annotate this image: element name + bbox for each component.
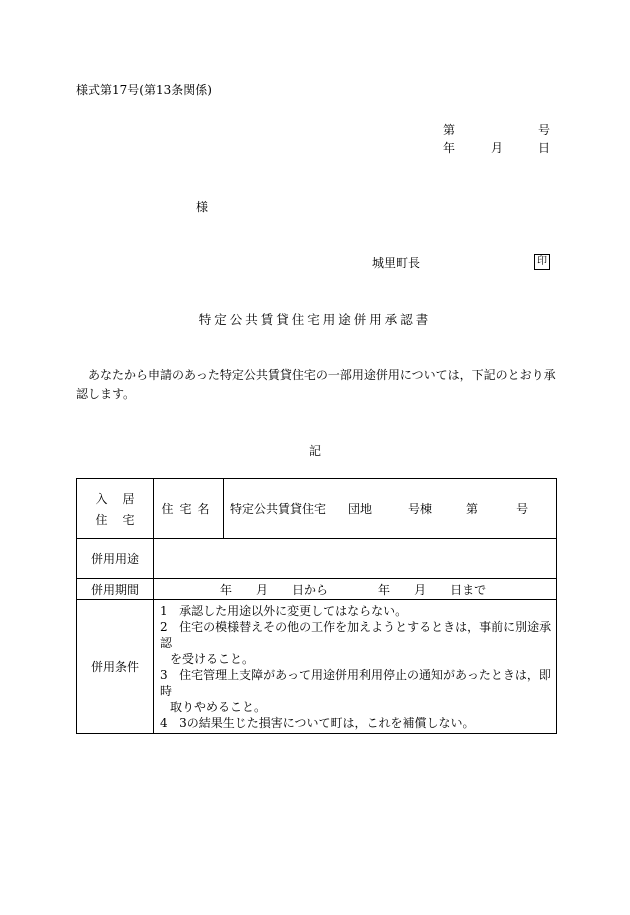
period-start-day: 日から <box>292 582 329 597</box>
conditions-cell <box>154 600 557 734</box>
condition-number: 4 <box>160 716 168 730</box>
document-number-suffix: 号 <box>538 123 551 137</box>
residence-row <box>77 479 557 539</box>
ki-heading: 記 <box>308 444 321 458</box>
condition-item <box>160 619 552 667</box>
housing-gou: 号 <box>516 502 529 516</box>
conditions-label: 併用条件 <box>77 600 154 734</box>
residence-label-char: 住 <box>95 512 108 527</box>
date-year-label: 年 <box>443 141 456 155</box>
residence-label-char: 居 <box>122 491 135 506</box>
period-end-day: 日まで <box>450 582 487 597</box>
condition-number: 2 <box>160 620 168 634</box>
housing-dai: 第 <box>466 502 479 516</box>
conditions-row <box>77 600 557 734</box>
condition-text: 住宅管理上支障があって用途併用利用停止の通知があったときは，即時 <box>160 668 551 698</box>
body-paragraph <box>76 366 556 404</box>
housing-name-label: 住宅名 <box>154 479 224 538</box>
condition-number: 1 <box>160 604 168 618</box>
period-start-month: 月 <box>256 582 269 597</box>
date-month-label: 月 <box>491 141 504 155</box>
condition-text: 3の結果生じた損害について町は，これを補償しない。 <box>179 716 475 730</box>
form-number: 様式第17号(第13条関係) <box>76 83 212 97</box>
period-label: 併用期間 <box>77 579 154 600</box>
condition-text: 承認した用途以外に変更してはならない。 <box>179 604 408 618</box>
document-title: 特定公共賃貸住宅用途併用承認書 <box>198 312 432 327</box>
residence-label-char: 入 <box>95 491 108 506</box>
date-day-label: 日 <box>538 141 551 155</box>
residence-label-char: 宅 <box>122 512 135 527</box>
period-end-year: 年 <box>378 582 391 597</box>
condition-continuation: 取りやめること。 <box>170 700 267 714</box>
housing-name-line <box>224 500 556 517</box>
condition-number: 3 <box>160 668 168 682</box>
condition-item <box>160 715 552 731</box>
use-value <box>154 539 557 579</box>
residence-label-cell <box>77 479 154 539</box>
use-label: 併用用途 <box>77 539 154 579</box>
body-line-2: 認します。 <box>76 387 136 401</box>
condition-text: 住宅の模様替えその他の工作を加えようとするときは，事前に別途承認 <box>160 620 552 650</box>
condition-continuation: を受けること。 <box>170 652 255 666</box>
addressee-honorific: 様 <box>196 200 209 214</box>
body-line-1: あなたから申請のあった特定公共賃貸住宅の一部用途併用については，下記のとおり承 <box>88 368 556 382</box>
document-number-prefix: 第 <box>443 123 456 137</box>
housing-tou: 号棟 <box>408 502 433 516</box>
condition-item <box>160 603 552 619</box>
period-value-cell <box>154 579 557 600</box>
period-row <box>77 579 557 600</box>
period-start-year: 年 <box>220 582 233 597</box>
seal-mark: 印 <box>534 254 550 270</box>
period-end-month: 月 <box>414 582 427 597</box>
approval-detail-table <box>76 478 557 734</box>
conditions-list <box>154 600 556 733</box>
condition-item <box>160 667 552 715</box>
use-row <box>77 539 557 579</box>
housing-kind: 特定公共賃貸住宅 <box>230 502 327 516</box>
residence-value-cell <box>154 479 557 539</box>
issuer-name: 城里町長 <box>372 256 421 270</box>
housing-danchi: 団地 <box>348 502 373 516</box>
